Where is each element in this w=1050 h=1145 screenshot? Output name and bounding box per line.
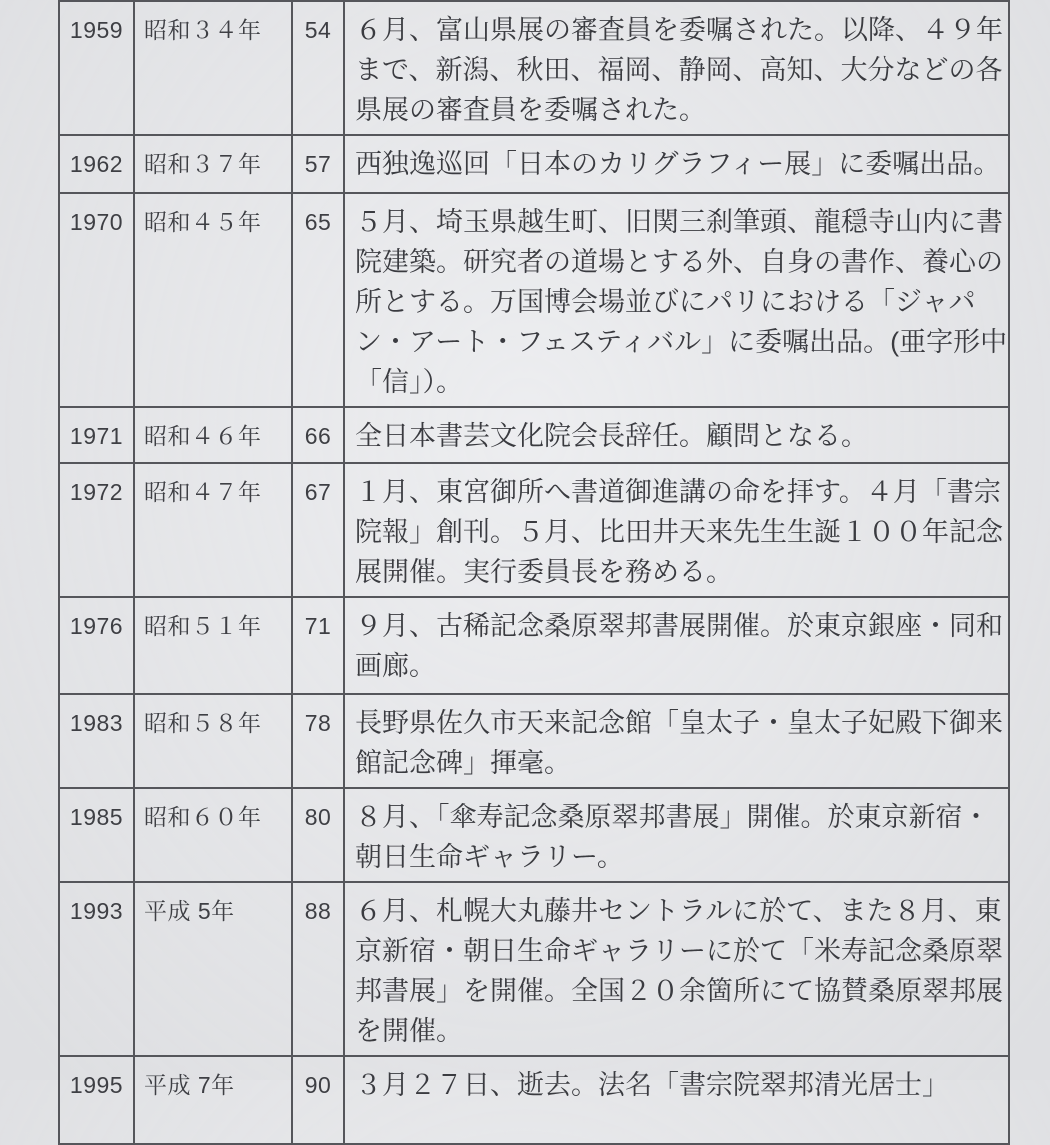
era-cell: 昭和５８年 bbox=[133, 695, 291, 787]
event-description: ６月、札幌大丸藤井セントラルに於て、また８月、東京新宿・朝日生命ギャラリーに於て「米寿記念桑原翠邦書展」を開催。全国２０余箇所にて協賛桑原翠邦展を開催。 bbox=[343, 883, 1008, 1055]
year-cell: 1970 bbox=[69, 209, 124, 235]
chronology-table bbox=[58, 0, 1010, 1145]
year-cell: 1972 bbox=[69, 479, 124, 505]
age-cell: 71 bbox=[291, 598, 343, 693]
table-row bbox=[58, 192, 1010, 408]
table-row bbox=[58, 596, 1010, 695]
era-cell: 平成 5年 bbox=[133, 883, 291, 1055]
table-row bbox=[58, 462, 1010, 598]
age-cell: 90 bbox=[291, 1057, 343, 1143]
year-cell: 1959 bbox=[69, 17, 124, 43]
year-cell: 1971 bbox=[69, 423, 124, 449]
table-row bbox=[58, 881, 1010, 1057]
event-description: ５月、埼玉県越生町、旧関三刹筆頭、龍穏寺山内に書院建築。研究者の道場とする外、自身の書作、養心の所とする。万国博会場並びにパリにおける「ジャパン・アート・フェスティバル」に委嘱出品。(亜字形中「信」）。 bbox=[343, 194, 1008, 406]
age-cell: 88 bbox=[291, 883, 343, 1055]
event-description: １月、東宮御所へ書道御進講の命を拝す。４月「書宗院報」創刊。５月、比田井天来先生生誕１００年記念展開催。実行委員長を務める。 bbox=[343, 464, 1008, 596]
era-cell: 昭和３４年 bbox=[133, 2, 291, 134]
era-cell: 昭和４６年 bbox=[133, 408, 291, 462]
era-cell: 昭和６０年 bbox=[133, 789, 291, 881]
table-row bbox=[58, 693, 1010, 789]
year-cell: 1985 bbox=[69, 804, 124, 830]
event-description: 全日本書芸文化院会長辞任。顧問となる。 bbox=[343, 408, 1008, 462]
era-cell: 昭和５１年 bbox=[133, 598, 291, 693]
event-description: 西独逸巡回「日本のカリグラフィー展」に委嘱出品。 bbox=[343, 136, 1008, 192]
age-cell: 65 bbox=[291, 194, 343, 406]
year-cell: 1995 bbox=[69, 1072, 124, 1098]
table-row bbox=[58, 406, 1010, 464]
table-row bbox=[58, 1055, 1010, 1145]
table-row bbox=[58, 787, 1010, 883]
age-cell: 54 bbox=[291, 2, 343, 134]
event-description: ６月、富山県展の審査員を委嘱された。以降、４９年まで、新潟、秋田、福岡、静岡、高知、大分などの各県展の審査員を委嘱された。 bbox=[343, 2, 1008, 134]
year-cell: 1976 bbox=[69, 613, 124, 639]
era-cell: 平成 7年 bbox=[133, 1057, 291, 1143]
year-cell: 1962 bbox=[69, 151, 124, 177]
age-cell: 57 bbox=[291, 136, 343, 192]
age-cell: 78 bbox=[291, 695, 343, 787]
era-cell: 昭和４５年 bbox=[133, 194, 291, 406]
table-row bbox=[58, 134, 1010, 194]
event-description: ８月、「傘寿記念桑原翠邦書展」開催。於東京新宿・朝日生命ギャラリー。 bbox=[343, 789, 1008, 881]
age-cell: 66 bbox=[291, 408, 343, 462]
event-description: 長野県佐久市天来記念館「皇太子・皇太子妃殿下御来館記念碑」揮毫。 bbox=[343, 695, 1008, 787]
year-cell: 1993 bbox=[69, 898, 124, 924]
age-cell: 67 bbox=[291, 464, 343, 596]
event-description: ９月、古稀記念桑原翠邦書展開催。於東京銀座・同和画廊。 bbox=[343, 598, 1008, 693]
table-row bbox=[58, 0, 1010, 136]
year-cell: 1983 bbox=[69, 710, 124, 736]
era-cell: 昭和３７年 bbox=[133, 136, 291, 192]
age-cell: 80 bbox=[291, 789, 343, 881]
event-description: ３月２７日、逝去。法名「書宗院翠邦清光居士」 bbox=[343, 1057, 1008, 1143]
era-cell: 昭和４７年 bbox=[133, 464, 291, 596]
